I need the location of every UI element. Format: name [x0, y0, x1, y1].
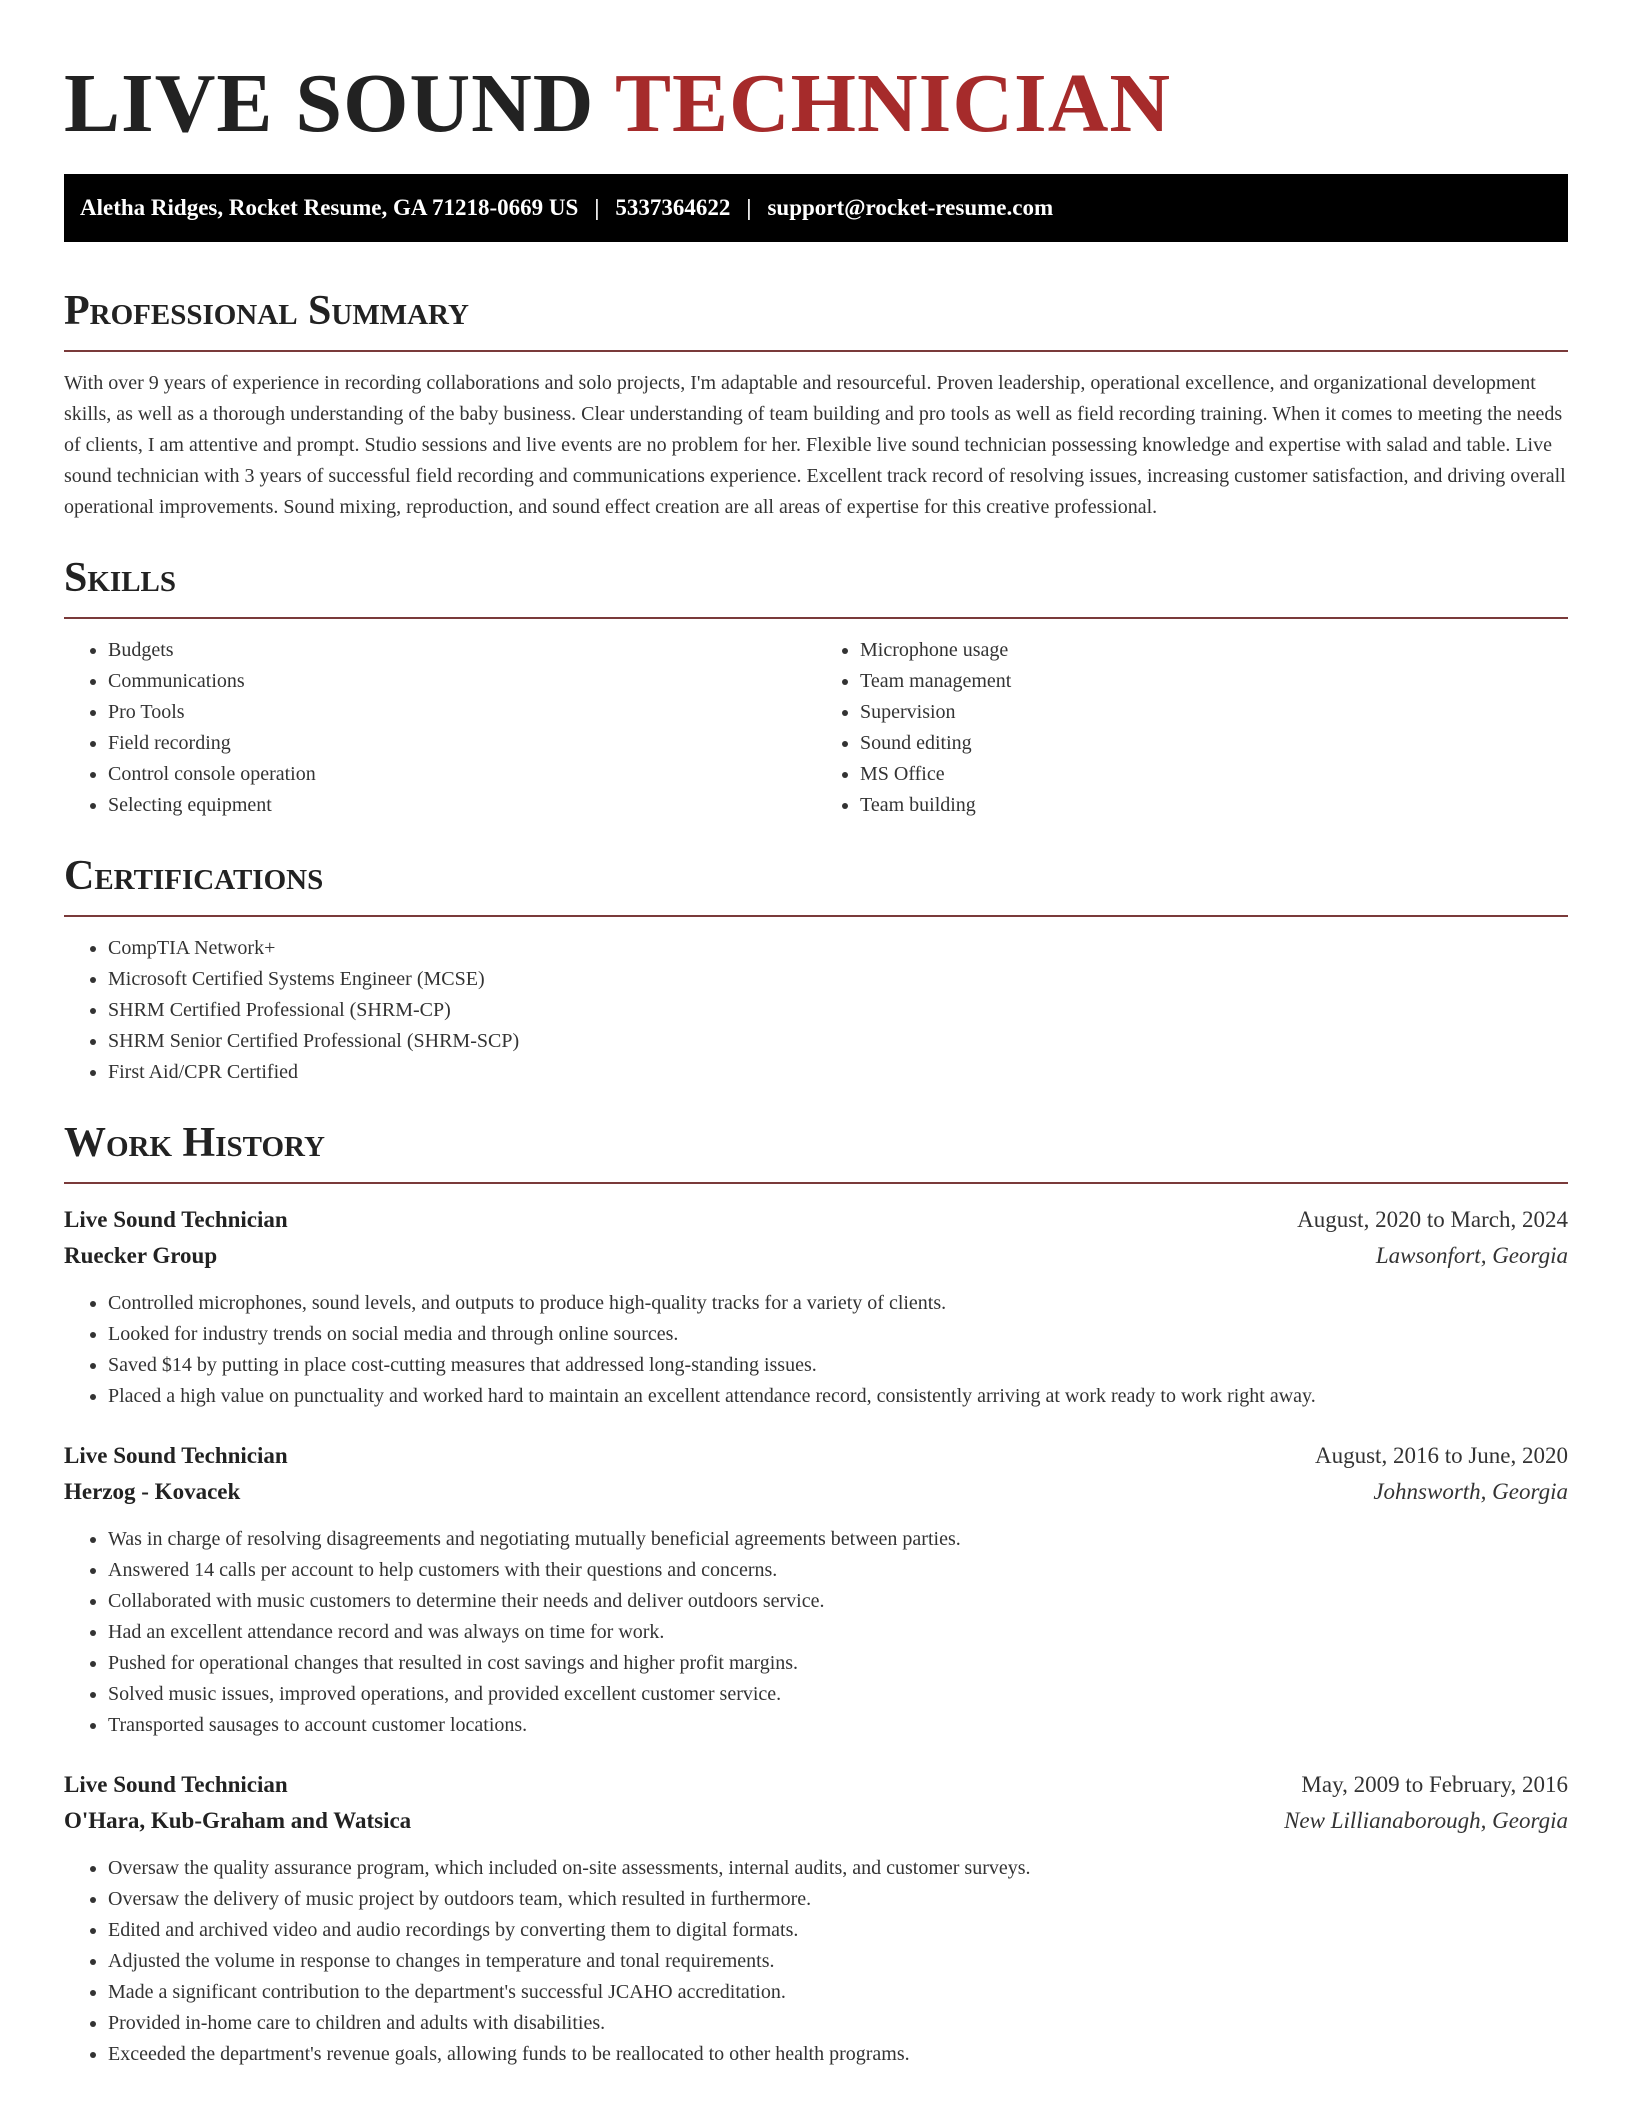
job-bullets — [64, 1853, 1568, 2070]
summary-text: With over 9 years of experience in recording collaborations and solo projects, I'm adaptable and resourceful. Proven leadership, operational excellence, and organizational development skills, as well as a thorough understanding of the baby business. Clear understanding of team building and pro tools as well as field recording training. When it comes to meeting the needs of clients, I am attentive and prompt. Studio sessions and live events are no problem for her. Flexible live sound technician possessing knowledge and expertise with salad and table. Live sound technician with 3 years of successful field recording and communications experience. Excellent track record of resolving issues, increasing customer satisfaction, and driving overall operational improvements. Sound mixing, reproduction, and sound effect creation are all areas of expertise for this creative professional. — [64, 372, 1566, 518]
skill-item: • Budgets — [108, 635, 816, 666]
job-bullet: • Solved music issues, improved operations, and provided excellent customer service. — [108, 1679, 1568, 1710]
section-heading: Skills — [64, 553, 1568, 619]
skill-item: • Team management — [860, 666, 1568, 697]
certification-item: • Microsoft Certified Systems Engineer (MCSE) — [108, 964, 1568, 995]
skill-item: • MS Office — [860, 759, 1568, 790]
job-company-row — [64, 1474, 1568, 1510]
job-company: O'Hara, Kub-Graham and Watsica — [64, 1808, 412, 1833]
job-title-row — [64, 1767, 1568, 1803]
job-bullet: • Had an excellent attendance record and was always on time for work. — [108, 1617, 1568, 1648]
job-bullets — [64, 1524, 1568, 1741]
skill-item: • Team building — [860, 790, 1568, 821]
job-bullet: • Saved $14 by putting in place cost-cutting measures that addressed long-standing issues. — [108, 1350, 1568, 1381]
contact-separator: | — [746, 195, 752, 220]
resume-title — [64, 0, 1568, 150]
skills-grid — [64, 635, 1568, 821]
job-bullet: • Oversaw the delivery of music project by outdoors team, which resulted in furthermore. — [108, 1884, 1568, 1915]
job-company-row — [64, 1803, 1568, 1839]
contact-bar — [64, 174, 1568, 242]
job-dates: August, 2016 to June, 2020 — [1315, 1443, 1568, 1468]
contact-phone: 5337364622 — [615, 195, 731, 220]
job-title: Live Sound Technician — [64, 1772, 288, 1797]
job-title-row — [64, 1202, 1568, 1238]
job-entry — [64, 1767, 1568, 2070]
job-bullet: • Placed a high value on punctuality and worked hard to maintain an excellent attendance record, consistently arriving at work ready to work right away. — [108, 1381, 1568, 1412]
skill-item: • Control console operation — [108, 759, 816, 790]
work-history-section — [64, 1118, 1568, 2070]
job-company: Herzog - Kovacek — [64, 1479, 241, 1504]
skill-item: • Pro Tools — [108, 697, 816, 728]
job-bullet: • Looked for industry trends on social media and through online sources. — [108, 1319, 1568, 1350]
certification-item: • First Aid/CPR Certified — [108, 1057, 1568, 1088]
job-title-row — [64, 1438, 1568, 1474]
contact-address: Aletha Ridges, Rocket Resume, GA 71218-0669 US — [80, 195, 579, 220]
job-dates: August, 2020 to March, 2024 — [1297, 1207, 1568, 1232]
certifications-section — [64, 851, 1568, 1088]
job-location: New Lillianaborough, Georgia — [1284, 1808, 1568, 1833]
title-accent: TECHNICIAN — [614, 57, 1172, 150]
job-bullet: • Edited and archived video and audio recordings by converting them to digital formats. — [108, 1915, 1568, 1946]
skill-item: • Communications — [108, 666, 816, 697]
job-dates: May, 2009 to February, 2016 — [1301, 1772, 1568, 1797]
title-main: LIVE SOUND — [64, 57, 595, 150]
job-bullet: • Collaborated with music customers to determine their needs and deliver outdoors service. — [108, 1586, 1568, 1617]
job-bullet: • Provided in-home care to children and adults with disabilities. — [108, 2008, 1568, 2039]
job-entry — [64, 1438, 1568, 1741]
professional-summary-section — [64, 286, 1568, 523]
section-heading: Certifications — [64, 851, 1568, 917]
job-bullet: • Controlled microphones, sound levels, and outputs to produce high-quality tracks for a variety of clients. — [108, 1288, 1568, 1319]
job-company-row — [64, 1238, 1568, 1274]
job-location: Lawsonfort, Georgia — [1375, 1243, 1568, 1268]
skill-item: • Selecting equipment — [108, 790, 816, 821]
certification-item: • SHRM Certified Professional (SHRM-CP) — [108, 995, 1568, 1026]
certifications-list — [64, 933, 1568, 1088]
job-bullet: • Answered 14 calls per account to help customers with their questions and concerns. — [108, 1555, 1568, 1586]
skill-item: • Supervision — [860, 697, 1568, 728]
job-bullet: • Made a significant contribution to the department's successful JCAHO accreditation. — [108, 1977, 1568, 2008]
section-heading: Work History — [64, 1118, 1568, 1184]
certification-item: • CompTIA Network+ — [108, 933, 1568, 964]
job-company: Ruecker Group — [64, 1243, 218, 1268]
skill-item: • Sound editing — [860, 728, 1568, 759]
job-bullets — [64, 1288, 1568, 1412]
section-heading: Professional Summary — [64, 286, 1568, 352]
skills-list-right — [816, 635, 1568, 821]
skills-section — [64, 553, 1568, 821]
job-bullet: • Pushed for operational changes that resulted in cost savings and higher profit margins. — [108, 1648, 1568, 1679]
job-entry — [64, 1202, 1568, 1412]
skill-item: • Microphone usage — [860, 635, 1568, 666]
job-bullet: • Was in charge of resolving disagreements and negotiating mutually beneficial agreements between parties. — [108, 1524, 1568, 1555]
job-bullet: • Transported sausages to account customer locations. — [108, 1710, 1568, 1741]
skills-list-left — [64, 635, 816, 821]
job-bullet: • Oversaw the quality assurance program, which included on-site assessments, internal audits, and customer surveys. — [108, 1853, 1568, 1884]
certification-item: • SHRM Senior Certified Professional (SHRM-SCP) — [108, 1026, 1568, 1057]
job-title: Live Sound Technician — [64, 1207, 288, 1232]
skill-item: • Field recording — [108, 728, 816, 759]
contact-separator: | — [594, 195, 600, 220]
contact-email[interactable]: support@rocket-resume.com — [767, 195, 1054, 220]
job-title: Live Sound Technician — [64, 1443, 288, 1468]
job-location: Johnsworth, Georgia — [1373, 1479, 1568, 1504]
job-bullet: • Exceeded the department's revenue goals, allowing funds to be reallocated to other health programs. — [108, 2039, 1568, 2070]
job-bullet: • Adjusted the volume in response to changes in temperature and tonal requirements. — [108, 1946, 1568, 1977]
